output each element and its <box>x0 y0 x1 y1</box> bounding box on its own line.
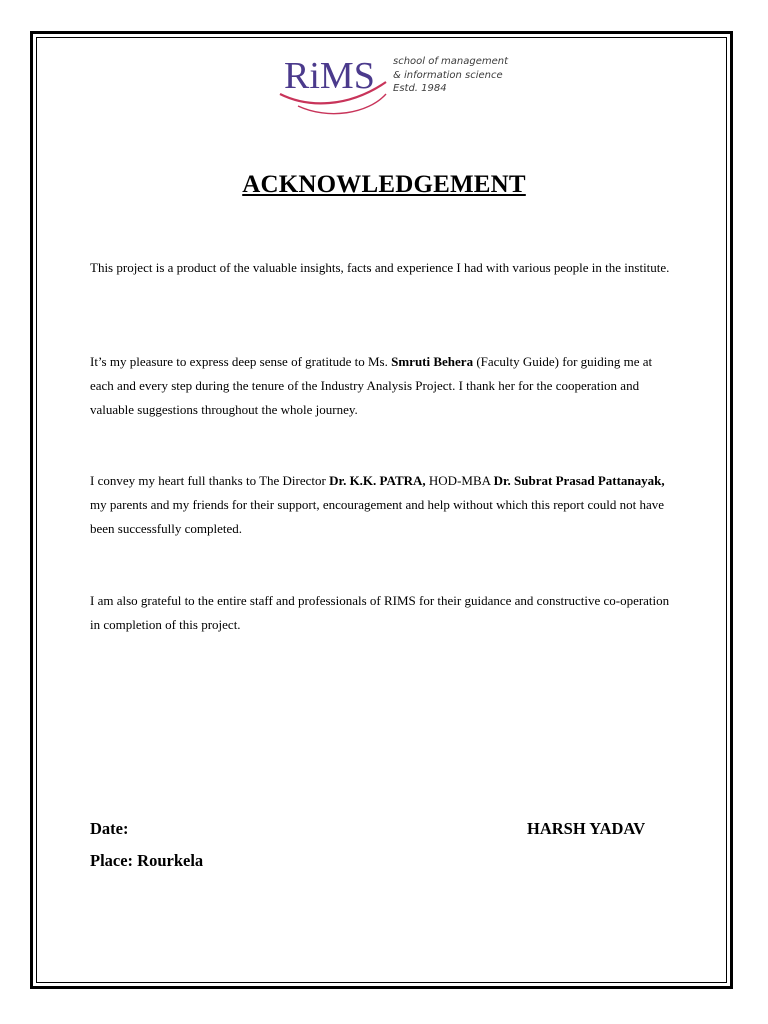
logo-line: school of management <box>393 56 509 67</box>
hod-name: Dr. Subrat Prasad Pattanayak, <box>493 473 665 488</box>
paragraph-text: (Faculty Guide) for guiding me at each and every step during the tenure of the Industry Analysis Project. I thank her for the cooperation and valuable suggestions throughout the whole journey. <box>90 354 653 417</box>
rims-logo-mark <box>278 50 390 124</box>
signatory-name: HARSH YADAV <box>527 819 646 838</box>
rims-logo <box>278 50 509 124</box>
paragraph-thanks <box>90 469 670 541</box>
paragraph-text: This project is a product of the valuable insights, facts and experience I had with various people in the institute. <box>90 260 670 275</box>
guide-name: Smruti Behera <box>391 354 474 369</box>
page-title: ACKNOWLEDGEMENT <box>242 171 526 198</box>
paragraph-staff <box>90 589 670 637</box>
paragraph-text: It’s my pleasure to express deep sense of gratitude to Ms. <box>90 354 392 369</box>
logo-line: & information science <box>393 69 503 81</box>
logo-wordmark: RiMS <box>284 55 375 97</box>
paragraph-text: I convey my heart full thanks to The Director <box>90 473 330 488</box>
paragraph-text: my parents and my friends for their support, encouragement and help without which this report could not have been successfully completed. <box>90 497 665 536</box>
paragraph-text: I am also grateful to the entire staff and professionals of RIMS for their guidance and constructive co-operation in completion of this project. <box>90 593 670 632</box>
logo-line: Estd. 1984 <box>393 83 447 94</box>
date-label: Date: <box>90 819 129 838</box>
director-name: Dr. K.K. PATRA, <box>329 473 426 488</box>
place-label: Place: Rourkela <box>90 851 204 870</box>
logo-tagline <box>393 55 508 96</box>
paragraph-guide <box>90 350 670 422</box>
paragraph-text: HOD-MBA <box>425 473 494 488</box>
paragraph-intro <box>90 256 670 280</box>
